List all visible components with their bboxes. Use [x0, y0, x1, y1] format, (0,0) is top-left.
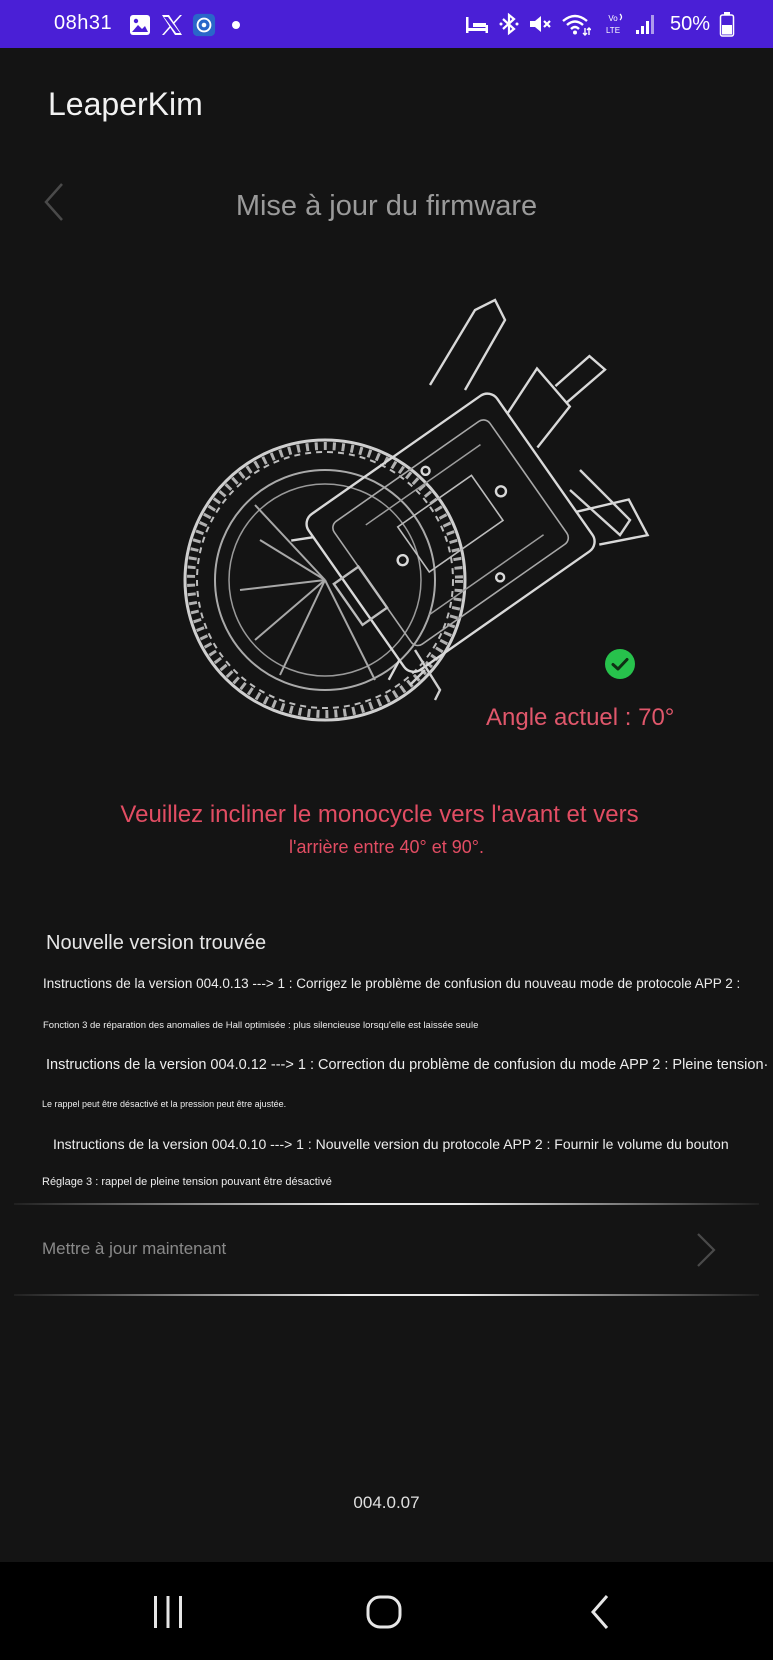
release-note-line: Instructions de la version 004.0.10 ---> 1 : Nouvelle version du protocole APP 2 : Fournir le volume du bouton [53, 1136, 729, 1152]
tilt-instruction-line2: l'arrière entre 40° et 90°. [289, 837, 484, 857]
x-icon [160, 13, 184, 37]
home-icon [364, 1592, 404, 1632]
home-button[interactable] [354, 1584, 414, 1640]
svg-text:Vo: Vo [608, 14, 618, 23]
new-version-title: Nouvelle version trouvée [46, 932, 267, 954]
monocycle-icon [160, 290, 680, 750]
signal-icon [635, 11, 657, 37]
release-note-line: Le rappel peut être désactivé et la pression peut être ajustée. [42, 1099, 287, 1109]
volte-icon [600, 11, 626, 37]
release-note-line: Instructions de la version 004.0.13 ---> 1 : Corrigez le problème de confusion du nouveau mode de protocole APP 2 : [43, 976, 741, 991]
recents-button[interactable] [138, 1584, 198, 1640]
app-badge-icon [192, 13, 216, 37]
recents-icon [150, 1592, 186, 1632]
check-icon [604, 648, 636, 680]
bed-icon [464, 11, 490, 37]
status-time: 08h31 [54, 12, 113, 34]
battery-percent: 50% [669, 12, 710, 35]
page-title: Mise à jour du firmware [235, 190, 538, 222]
divider [14, 1294, 759, 1296]
dot-icon [232, 21, 240, 29]
wifi-icon [561, 11, 591, 37]
monocycle-illustration [160, 290, 680, 750]
app-title: LeaperKim [48, 86, 203, 122]
tilt-instruction-line1: Veuillez incliner le monocycle vers l'avant et vers [120, 801, 639, 828]
current-angle: Angle actuel : 70° [486, 704, 675, 731]
navigation-bar [0, 1562, 773, 1660]
battery-icon [719, 11, 735, 37]
back-icon [585, 1592, 615, 1632]
update-now-button[interactable] [14, 1206, 759, 1294]
gallery-icon [128, 13, 152, 37]
tilt-instruction [0, 801, 773, 829]
update-now-label: Mettre à jour maintenant [42, 1239, 227, 1258]
release-note-line: Instructions de la version 004.0.12 ---> 1 : Correction du problème de confusion du mode APP 2 : Pleine tension· [46, 1057, 769, 1073]
release-note-line: Réglage 3 : rappel de pleine tension pouvant être désactivé [42, 1176, 332, 1188]
status-right-icons [464, 10, 735, 38]
chevron-right-icon [695, 1232, 717, 1268]
mute-icon [528, 11, 552, 37]
current-version: 004.0.07 [353, 1493, 420, 1512]
svg-text:LTE: LTE [605, 26, 621, 35]
divider [14, 1203, 759, 1205]
release-note-line: Fonction 3 de réparation des anomalies de Hall optimisée : plus silencieuse lorsqu'elle est laissée seule [43, 1020, 479, 1031]
status-left-icons [128, 12, 240, 38]
status-bar [0, 0, 773, 48]
system-back-button[interactable] [570, 1584, 630, 1640]
bluetooth-icon [499, 11, 519, 37]
